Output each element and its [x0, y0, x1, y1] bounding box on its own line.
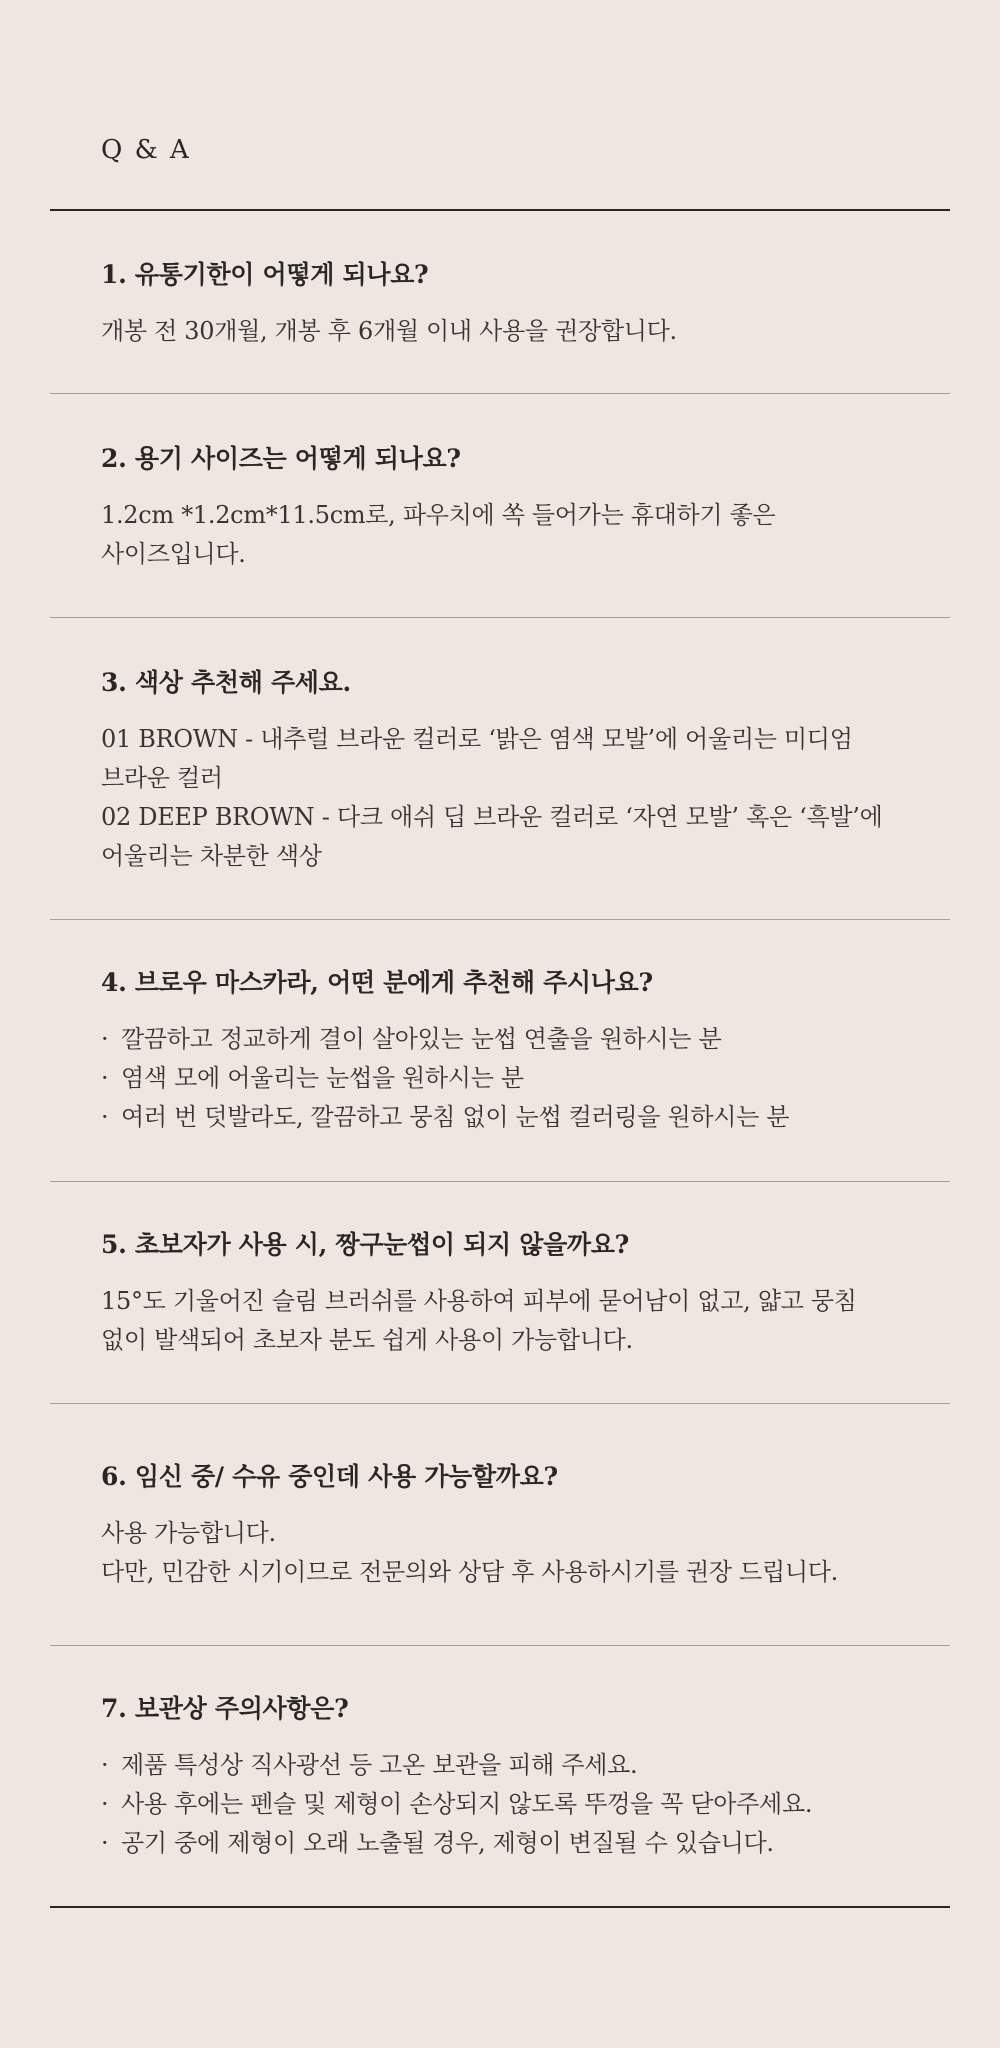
- answer-line: 다만, 민감한 시기이므로 전문의와 상담 후 사용하시기를 권장 드립니다.: [101, 1558, 838, 1586]
- question-7: 7. 보관상 주의사항은?: [101, 1694, 349, 1723]
- qa-item-7: [101, 1690, 921, 1863]
- answer-line: 브라운 컬러: [101, 764, 223, 792]
- list-item: [101, 1785, 921, 1824]
- answer-1: [101, 312, 921, 351]
- list-item-text: 여러 번 덧발라도, 깔끔하고 뭉침 없이 눈썹 컬러링을 원하시는 분: [121, 1103, 790, 1131]
- list-item: [101, 1824, 921, 1863]
- bullet-dot: ·: [101, 1829, 109, 1857]
- qa-item-4: [101, 964, 921, 1137]
- item-divider: [50, 1645, 950, 1646]
- qa-item-5: [101, 1226, 921, 1360]
- bullet-list: [101, 1746, 921, 1863]
- question-5: 5. 초보자가 사용 시, 짱구눈썹이 되지 않을까요?: [101, 1230, 629, 1259]
- answer-line: 사이즈입니다.: [101, 540, 246, 568]
- answer-4: [101, 1020, 921, 1137]
- answer-line: 없이 발색되어 초보자 분도 쉽게 사용이 가능합니다.: [101, 1326, 633, 1354]
- bullet-dot: ·: [101, 1790, 109, 1818]
- list-item-text: 깔끔하고 정교하게 결이 살아있는 눈썹 연출을 원하시는 분: [121, 1025, 722, 1053]
- question-1: 1. 유통기한이 어떻게 되나요?: [101, 260, 429, 289]
- item-divider: [50, 393, 950, 394]
- answer-line: 01 BROWN - 내추럴 브라운 컬러로 ‘밝은 염색 모발’에 어울리는 미디엄: [101, 725, 853, 753]
- item-divider: [50, 617, 950, 618]
- answer-3: [101, 720, 921, 876]
- bullet-dot: ·: [101, 1064, 109, 1092]
- bullet-dot: ·: [101, 1751, 109, 1779]
- qa-item-2: [101, 440, 921, 574]
- bullet-dot: ·: [101, 1025, 109, 1053]
- list-item-text: 사용 후에는 펜슬 및 제형이 손상되지 않도록 뚜껑을 꼭 닫아주세요.: [121, 1790, 813, 1818]
- bullet-list: [101, 1020, 921, 1137]
- list-item-text: 염색 모에 어울리는 눈썹을 원하시는 분: [121, 1064, 524, 1092]
- list-item: [101, 1020, 921, 1059]
- qa-item-1: [101, 256, 921, 351]
- list-item-text: 공기 중에 제형이 오래 노출될 경우, 제형이 변질될 수 있습니다.: [121, 1829, 774, 1857]
- answer-line: 02 DEEP BROWN - 다크 애쉬 딥 브라운 컬러로 ‘자연 모발’ 혹은 ‘흑발’에: [101, 803, 883, 831]
- list-item: [101, 1746, 921, 1785]
- answer-line: 개봉 전 30개월, 개봉 후 6개월 이내 사용을 권장합니다.: [101, 317, 677, 345]
- question-2: 2. 용기 사이즈는 어떻게 되나요?: [101, 444, 461, 473]
- answer-line: 사용 가능합니다.: [101, 1519, 276, 1547]
- list-item: [101, 1059, 921, 1098]
- item-divider: [50, 1403, 950, 1404]
- header-divider: [50, 209, 950, 211]
- question-4: 4. 브로우 마스카라, 어떤 분에게 추천해 주시나요?: [101, 968, 653, 997]
- question-3: 3. 색상 추천해 주세요.: [101, 668, 351, 697]
- qa-item-6: [101, 1458, 921, 1592]
- list-item: [101, 1098, 921, 1137]
- answer-6: [101, 1514, 921, 1592]
- answer-line: 어울리는 차분한 색상: [101, 842, 322, 870]
- bullet-dot: ·: [101, 1103, 109, 1131]
- answer-7: [101, 1746, 921, 1863]
- answer-line: 15°도 기울어진 슬림 브러쉬를 사용하여 피부에 묻어남이 없고, 얇고 뭉침: [101, 1287, 857, 1315]
- qa-item-3: [101, 664, 921, 876]
- page-title: Q & A: [101, 135, 191, 165]
- question-6: 6. 임신 중/ 수유 중인데 사용 가능할까요?: [101, 1462, 558, 1491]
- footer-divider: [50, 1906, 950, 1908]
- item-divider: [50, 919, 950, 920]
- list-item-text: 제품 특성상 직사광선 등 고온 보관을 피해 주세요.: [121, 1751, 638, 1779]
- answer-line: 1.2cm *1.2cm*11.5cm로, 파우치에 쏙 들어가는 휴대하기 좋은: [101, 501, 776, 529]
- answer-2: [101, 496, 921, 574]
- answer-5: [101, 1282, 921, 1360]
- item-divider: [50, 1181, 950, 1182]
